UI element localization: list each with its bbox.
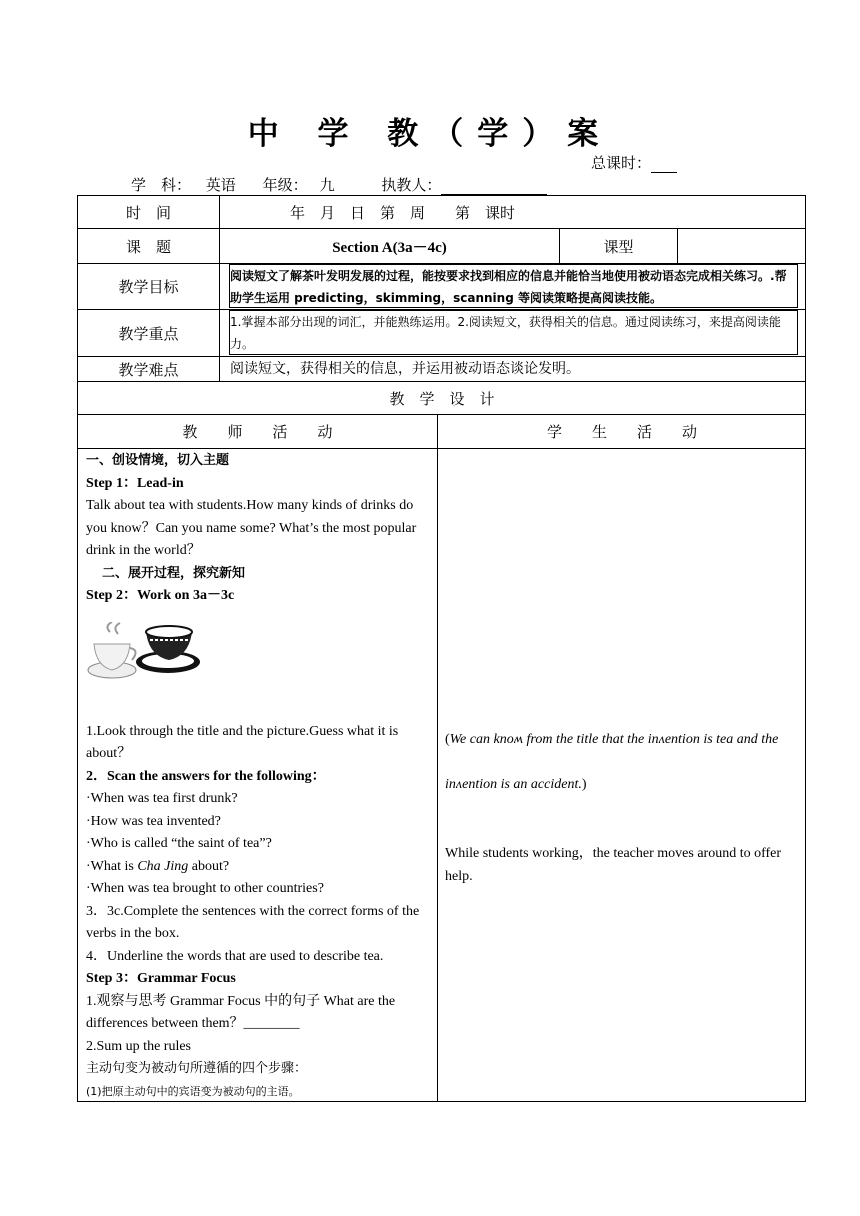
- teacher-activities: [86, 450, 428, 1103]
- student-answer-2: While students working，the teacher moves around to offer help.: [445, 846, 782, 884]
- question2: ·How was tea invented?: [86, 813, 221, 829]
- page-title: 中 学 教（学）案: [247, 116, 613, 152]
- total-hours-blank: [651, 154, 677, 173]
- key-text: 1.掌握本部分出现的词汇，并能熟练运用。2.阅读短文，获得相关的信息。通过阅读练习，来提高阅读能力。: [230, 315, 781, 351]
- student-answer-1: (We can knoʍ from the title that the inʌention is tea and the inʌention is an accident.): [445, 732, 779, 792]
- goal-text: 阅读短文了解茶叶发明发展的过程，能按要求找到相应的信息并能恰当地使用被动语态完成相关练习。.帮助学生运用 predicting，skimming，scanning 等阅读策略提高阅读技能。: [230, 269, 787, 305]
- grammar-4: (1)把原主动句中的宾语变为被动句的主语。: [86, 1084, 300, 1098]
- step2-title: Step 2：Work on 3a－3c: [86, 588, 235, 603]
- col-divider: [437, 414, 438, 1102]
- subject-label: 学 科：: [131, 176, 192, 194]
- meta-line: [131, 174, 547, 196]
- type-label: 课型: [603, 237, 634, 256]
- grammar-2: 2.Sum up the rules: [86, 1038, 191, 1054]
- goal-label: 教学目标: [118, 278, 179, 296]
- topic-label: 课 题: [125, 237, 171, 256]
- topic-value: Section A(3a－4c): [332, 239, 447, 256]
- grade-label: 年级：: [262, 176, 308, 194]
- total-hours-label: 总课时：: [591, 154, 652, 172]
- teacup-icon: [86, 622, 204, 686]
- teacher-col-header: 教 师 活 动: [182, 423, 333, 441]
- item3: 3．3c.Complete the sentences with the correct forms of the verbs in the box.: [86, 903, 420, 941]
- student-col-header: 学 生 活 动: [546, 423, 697, 441]
- key-label: 教学重点: [118, 324, 179, 343]
- step1-title: Step 1：Lead-in: [86, 475, 184, 491]
- question3: ·Who is called “the saint of tea”?: [86, 836, 272, 851]
- teacup-area: [86, 608, 428, 721]
- section1-heading: 一、创设情境，切入主题: [86, 453, 230, 468]
- grammar-1: 1.观察与思考 Grammar Focus 中的句子 What are the differences between them？________: [86, 993, 396, 1031]
- subject-value: 英语: [205, 176, 236, 194]
- difficult-text: 阅读短文，获得相关的信息，并运用被动语态谈论发明。: [230, 361, 580, 377]
- row-divider: [77, 448, 806, 449]
- step1-text: Talk about tea with students.How many kinds of drinks do you know？Can you name some? What’s the most popular drink in the world？: [86, 498, 417, 558]
- question5: ·When was tea brought to other countries?: [86, 881, 324, 896]
- grade-value: 九: [308, 174, 347, 196]
- time-label: 时 间: [125, 203, 171, 222]
- time-value: 年 月 日 第 周 第 课时: [290, 203, 516, 222]
- col-divider: [677, 228, 678, 263]
- total-hours: [591, 152, 677, 173]
- section2-heading: 二、展开过程，探究新知: [102, 565, 246, 581]
- question4: ·What is Cha Jing about?: [86, 858, 230, 874]
- item1: 1.Look through the title and the picture.Guess what it is about？: [86, 723, 399, 761]
- grammar-3: 主动句变为被动句所遵循的四个步骤：: [86, 1061, 308, 1076]
- step3-title: Step 3：Grammar Focus: [86, 971, 236, 986]
- difficult-label: 教学难点: [118, 360, 179, 379]
- item2: 2．Scan the answers for the following：: [86, 768, 326, 784]
- item4: 4．Underline the words that are used to describe tea.: [86, 948, 384, 964]
- teacher-blank: [441, 176, 547, 195]
- teacher-label: 执教人：: [381, 176, 442, 194]
- design-heading: 教 学 设 计: [389, 389, 495, 408]
- question1: ·When was tea first drunk?: [86, 791, 238, 806]
